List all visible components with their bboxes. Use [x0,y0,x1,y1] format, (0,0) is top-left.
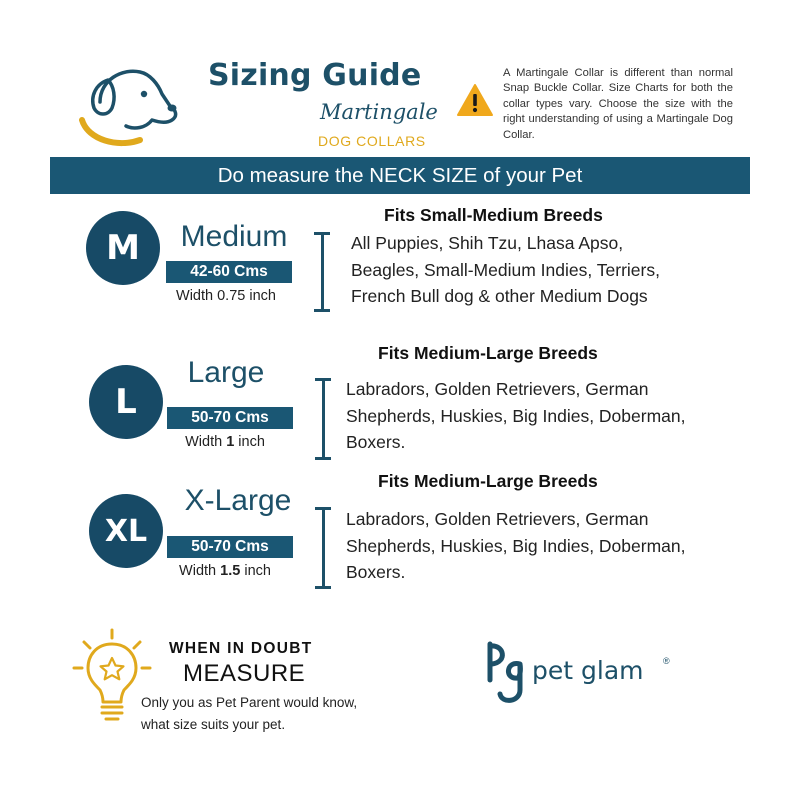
breeds-line: Boxers. [346,432,406,452]
martingale-note: A Martingale Collar is different than normal Snap Buckle Collar. Size Charts for both the collar types vary. Choose the size with the right understanding of using a Martingale Dog Collar. [503,67,733,141]
warning-icon [456,83,494,117]
breeds-line: Beagles, Small-Medium Indies, Terriers, [351,259,660,280]
divider-bar [315,507,331,589]
measure-banner: Do measure the NECK SIZE of your Pet [50,157,750,194]
size-name-xlarge: X-Large [184,484,292,517]
page-subtitle: Martingale [320,100,438,124]
divider-bar [315,378,331,460]
size-width-medium: Width 0.75 inch [176,288,276,304]
breeds-line: Labradors, Golden Retrievers, German [346,379,649,399]
doubt-heading: WHEN IN DOUBT [169,640,313,657]
breeds-line: Boxers. [346,562,406,582]
size-badge-medium: M [86,211,160,285]
breeds-list-xlarge [346,506,726,586]
fits-heading-xlarge: Fits Medium-Large Breeds [378,471,598,491]
brand-name: pet glam [532,656,644,685]
page-subtitle-secondary: DOG COLLARS [318,133,426,149]
size-range-xlarge: 50-70 Cms [167,536,293,558]
size-width-xlarge: Width 1.5 inch [179,563,271,579]
breeds-line: All Puppies, Shih Tzu, Lhasa Apso, [351,233,624,253]
divider-bar [314,232,330,312]
pet-glam-monogram-icon [480,640,532,708]
size-range-medium: 42-60 Cms [166,261,292,283]
dog-face-icon [78,62,184,148]
size-badge-xlarge: XL [89,494,163,568]
size-name-large: Large [187,356,265,389]
breeds-list-medium [351,230,731,310]
breeds-line: Shepherds, Huskies, Big Indies, Doberman, [346,535,686,556]
page-title: Sizing Guide [208,58,422,93]
size-name-medium: Medium [180,220,288,253]
size-badge-large: L [89,365,163,439]
breeds-list-large [346,376,726,456]
breeds-line: Labradors, Golden Retrievers, German [346,509,649,529]
fits-heading-large: Fits Medium-Large Breeds [378,343,598,363]
breeds-line: Shepherds, Huskies, Big Indies, Doberman, [346,405,686,426]
breeds-line: French Bull dog & other Medium Dogs [351,286,648,306]
brand-registered-mark: ® [663,656,670,666]
doubt-text: Only you as Pet Parent would know, what size suits your pet. [141,695,358,732]
fits-heading-medium: Fits Small-Medium Breeds [384,205,603,225]
size-width-large: Width 1 inch [185,434,265,450]
measure-heading: MEASURE [183,660,306,687]
size-range-large: 50-70 Cms [167,407,293,429]
